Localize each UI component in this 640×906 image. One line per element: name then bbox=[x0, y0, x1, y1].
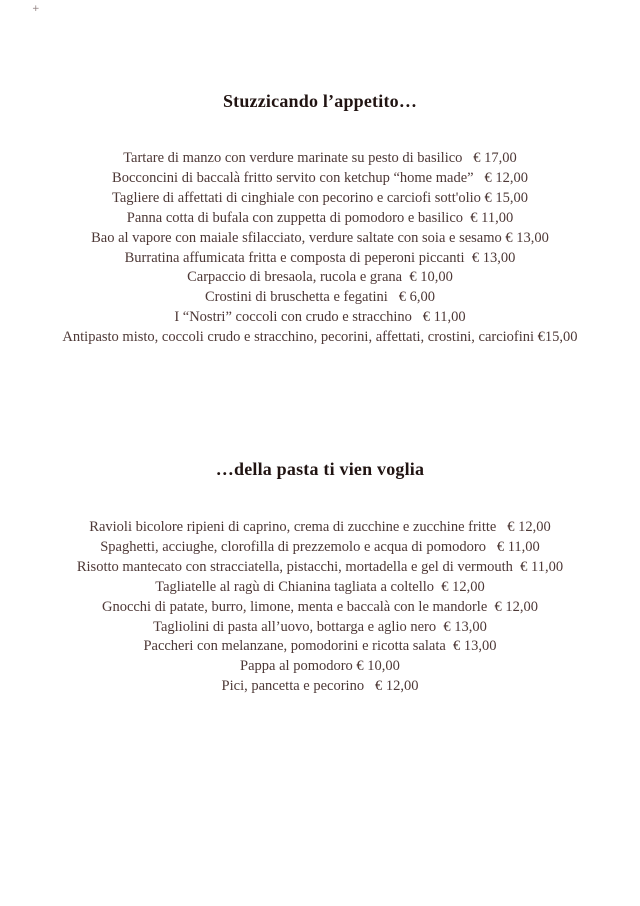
menu-item: Tagliolini di pasta all’uovo, bottarga e aglio nero € 13,00 bbox=[153, 618, 487, 635]
menu-item: Ravioli bicolore ripieni di caprino, crema di zucchine e zucchine fritte € 12,00 bbox=[89, 519, 551, 535]
menu-item: I “Nostri” coccoli con crudo e stracchino € 11,00 bbox=[174, 309, 466, 326]
menu-item: Antipasto misto, coccoli crudo e stracchino, pecorini, affettati, crostini, carciofini €15,00 bbox=[62, 329, 578, 346]
menu-item: Gnocchi di patate, burro, limone, menta e baccalà con le mandorle € 12,00 bbox=[101, 598, 539, 615]
menu-item: Bao al vapore con maiale sfilacciato, verdure saltate con soia e sesamo € 13,00 bbox=[91, 229, 549, 246]
section-appetizers bbox=[0, 90, 640, 112]
menu-item: Tagliere di affettati di cinghiale con pecorino e carciofi sott'olio € 15,00 bbox=[111, 189, 529, 206]
menu-items-appetizers bbox=[0, 149, 640, 348]
menu-item: Risotto mantecato con stracciatella, pistacchi, mortadella e gel di vermouth € 11,00 bbox=[76, 558, 564, 575]
menu-items-pasta bbox=[0, 518, 640, 697]
menu-item: Crostini di bruschetta e fegatini € 6,00 bbox=[205, 289, 435, 306]
menu-item: Pappa al pomodoro € 10,00 bbox=[240, 658, 400, 675]
menu-item: Pici, pancetta e pecorino € 12,00 bbox=[221, 678, 419, 695]
section-pasta bbox=[0, 458, 640, 480]
menu-item: Paccheri con melanzane, pomodorini e ricotta salata € 13,00 bbox=[143, 638, 497, 655]
section-title-appetizers: Stuzzicando l’appetito… bbox=[222, 91, 418, 111]
page-corner-mark: + bbox=[32, 4, 40, 14]
menu-item: Tagliatelle al ragù di Chianina tagliata a coltello € 12,00 bbox=[155, 578, 485, 595]
section-title-pasta: …della pasta ti vien voglia bbox=[215, 459, 425, 479]
menu-item: Burratina affumicata fritta e composta di peperoni piccanti € 13,00 bbox=[124, 249, 516, 266]
menu-item: Tartare di manzo con verdure marinate su pesto di basilico € 17,00 bbox=[123, 150, 517, 166]
menu-item: Carpaccio di bresaola, rucola e grana € 10,00 bbox=[187, 269, 453, 286]
menu-item: Bocconcini di baccalà fritto servito con ketchup “home made” € 12,00 bbox=[112, 169, 528, 186]
menu-item: Panna cotta di bufala con zuppetta di pomodoro e basilico € 11,00 bbox=[126, 209, 514, 226]
menu-item: Spaghetti, acciughe, clorofilla di prezzemolo e acqua di pomodoro € 11,00 bbox=[100, 538, 540, 555]
